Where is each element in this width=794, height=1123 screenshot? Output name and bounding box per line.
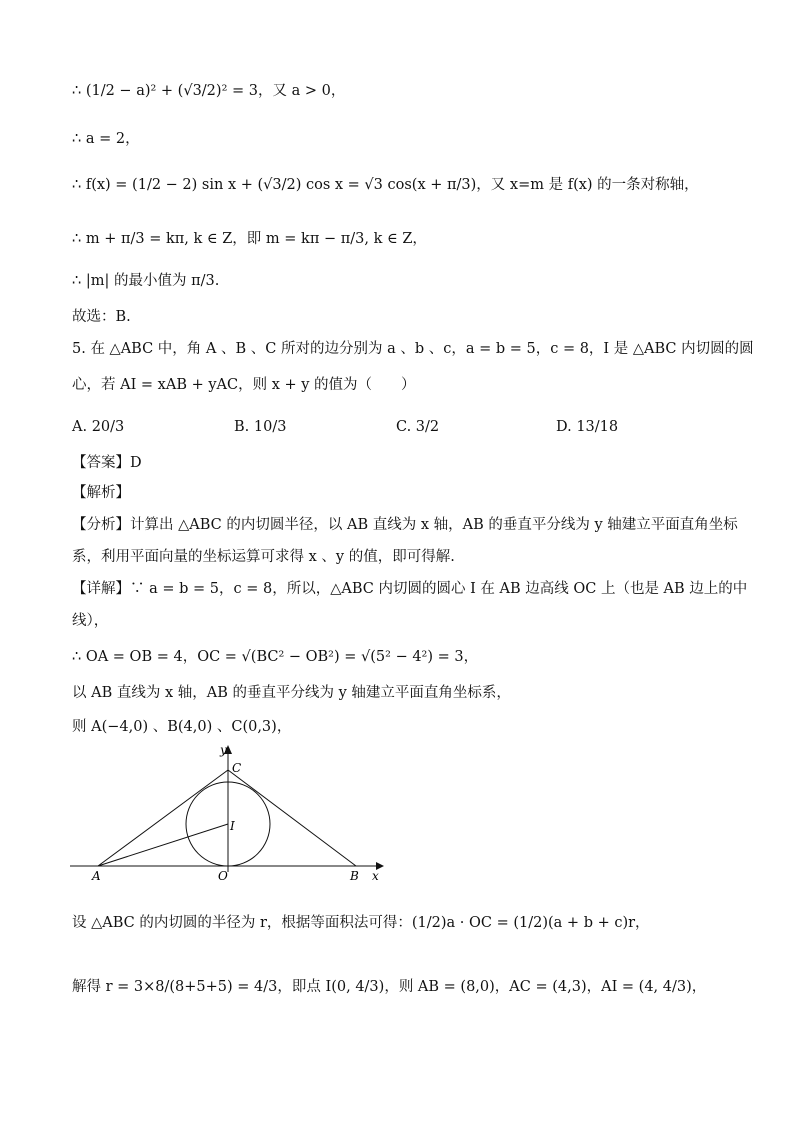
question-5-line-1: 5. 在 △ABC 中，角 A 、B 、C 所对的边分别为 a 、b 、c，a = b = 5，c = 8，I 是 △ABC 内切圆的圆 xyxy=(72,341,754,357)
label-y: y xyxy=(220,743,227,757)
detail-line-4: 以 AB 直线为 x 轴，AB 的垂直平分线为 y 轴建立平面直角坐标系， xyxy=(72,685,511,701)
option-b xyxy=(234,416,286,438)
incircle-figure xyxy=(70,742,390,882)
option-b-label: B. xyxy=(234,419,250,435)
option-a xyxy=(72,416,124,438)
detail-line-3: ∴ OA = OB = 4，OC = √(BC² − OB²) = √(5² − 4²) = 3， xyxy=(72,649,479,665)
label-x: x xyxy=(372,869,379,882)
label-c: C xyxy=(232,761,242,775)
solution-line-4: ∴ m + π/3 = kπ, k ∈ Z，即 m = kπ − π/3, k ∈ Z， xyxy=(72,231,427,247)
solution-line-3: ∴ f(x) = (1/2 − 2) sin x + (√3/2) cos x = √3 cos(x + π/3)，又 x=m 是 f(x) 的一条对称轴， xyxy=(72,177,699,193)
option-b-value: 10/3 xyxy=(253,419,287,435)
analysis-tag: 【解析】 xyxy=(72,485,130,501)
label-b: B xyxy=(350,869,359,882)
option-c-label: C. xyxy=(396,419,412,435)
solution-line-2: ∴ a = 2， xyxy=(72,131,140,147)
option-a-label: A. xyxy=(72,419,88,435)
solution-line-5: ∴ |m| 的最小值为 π/3. xyxy=(72,273,220,289)
detail-line-6: 设 △ABC 的内切圆的半径为 r，根据等面积法可得：(1/2)a · OC = (1/2)(a + b + c)r， xyxy=(72,915,650,931)
choice-line: 故选：B. xyxy=(72,309,131,325)
label-o: O xyxy=(218,869,228,882)
detail-line-2: 线）， xyxy=(72,613,109,629)
detail-line-5: 则 A(−4,0) 、B(4,0) 、C(0,3)， xyxy=(72,719,292,735)
answer-tag: 【答案】D xyxy=(72,455,142,471)
option-d-value: 13/18 xyxy=(576,419,619,435)
solution-line-1: ∴ (1/2 − a)² + (√3/2)² = 3，又 a > 0， xyxy=(72,83,346,99)
option-d-label: D. xyxy=(556,419,572,435)
detail-line-1: 【详解】∵ a = b = 5，c = 8，所以，△ABC 内切圆的圆心 I 在 AB 边高线 OC 上（也是 AB 边上的中 xyxy=(72,581,748,597)
label-a: A xyxy=(92,869,101,882)
option-a-value: 20/3 xyxy=(91,419,125,435)
option-c xyxy=(396,416,439,438)
option-d xyxy=(556,416,618,438)
option-c-value: 3/2 xyxy=(415,419,440,435)
detail-line-7: 解得 r = 3×8/(8+5+5) = 4/3，即点 I(0, 4/3)，则 AB = (8,0)，AC = (4,3)，AI = (4, 4/3)， xyxy=(72,979,707,995)
analysis-line-1: 【分析】计算出 △ABC 的内切圆半径，以 AB 直线为 x 轴，AB 的垂直平分线为 y 轴建立平面直角坐标 xyxy=(72,517,738,533)
analysis-line-2: 系，利用平面向量的坐标运算可求得 x 、y 的值，即可得解. xyxy=(72,549,455,565)
side-bc xyxy=(228,770,356,866)
side-ac xyxy=(98,770,228,866)
label-i: I xyxy=(230,819,235,833)
segment-ai xyxy=(98,824,228,866)
question-5-line-2: 心，若 AI = xAB + yAC，则 x + y 的值为（ ） xyxy=(72,377,416,393)
